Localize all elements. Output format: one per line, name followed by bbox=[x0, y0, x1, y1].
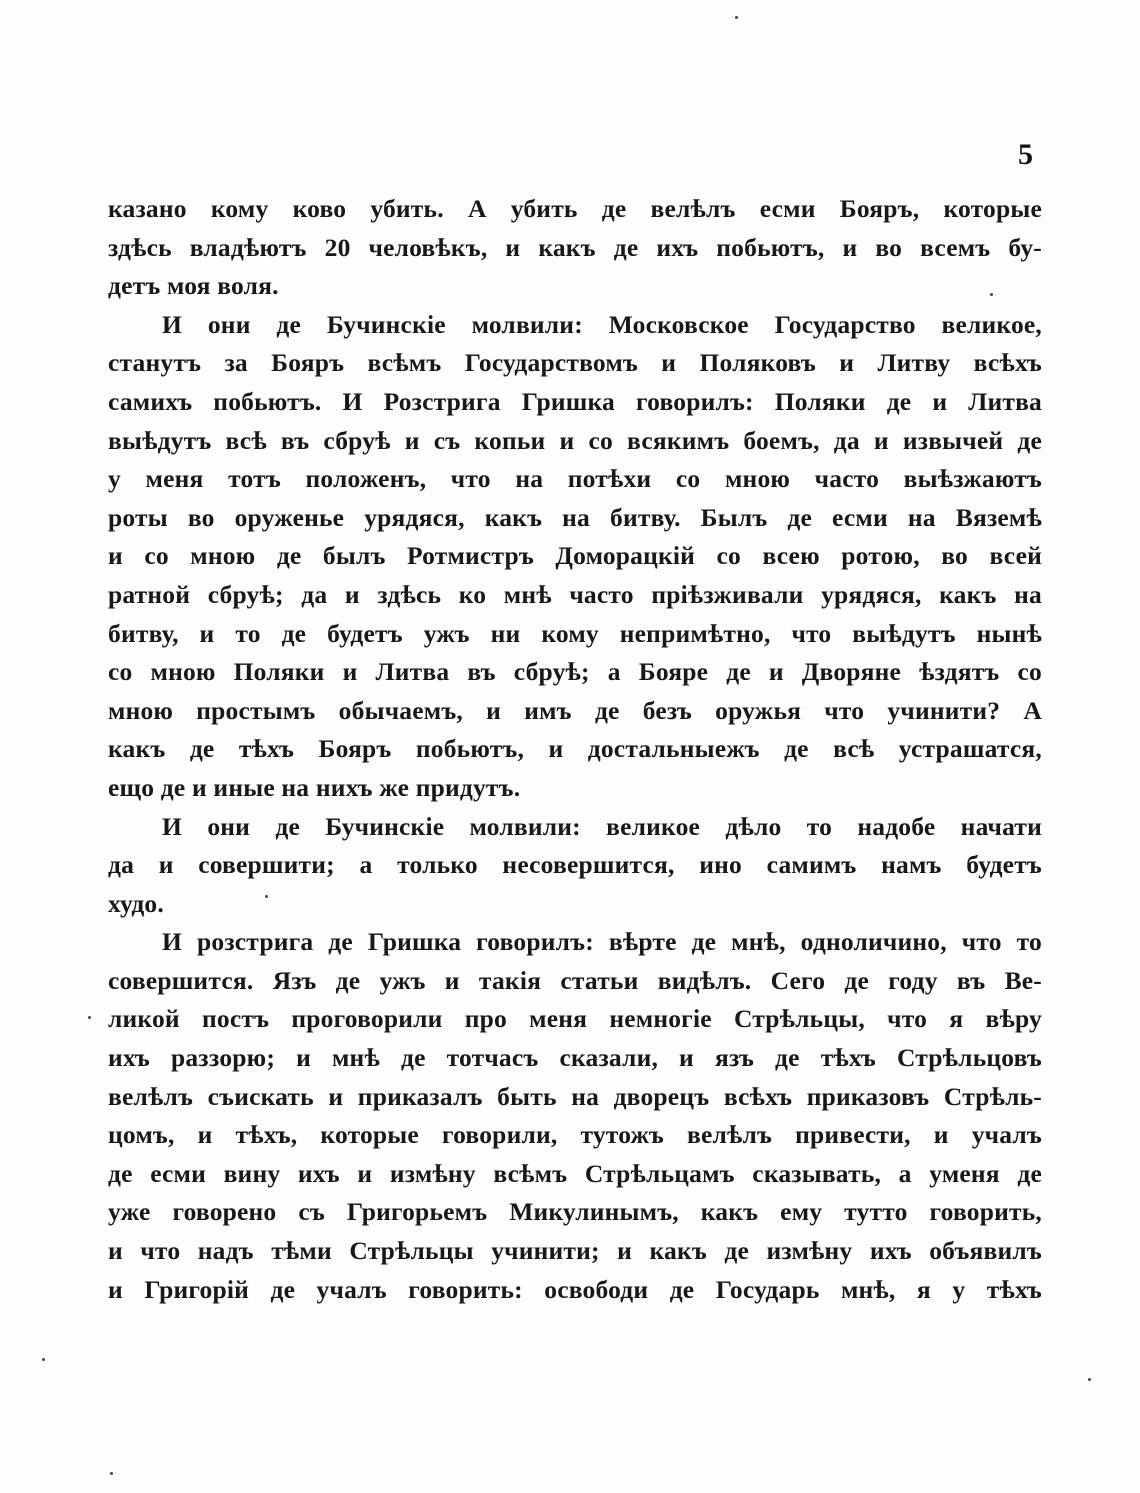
text-line: худо. bbox=[108, 888, 164, 918]
scan-speck bbox=[990, 293, 993, 296]
text-line: детъ моя воля. bbox=[108, 271, 279, 301]
text-line: казано кому ково убить. А убить де велѣлъ есми Бояръ, которые bbox=[108, 194, 1042, 223]
text-line: де есми вину ихъ и измѣну всѣмъ Стрѣльцамъ сказывать, а уменя де bbox=[108, 1158, 1042, 1188]
text-line: и со мною де былъ Ротмистръ Доморацкій со всею ротою, во всей bbox=[108, 541, 1042, 571]
text-line: уже говорено съ Григорьемъ Микулинымъ, какъ ему тутто говорить, bbox=[108, 1197, 1042, 1227]
text-line: да и совершити; а только несовершится, ино самимъ намъ будетъ bbox=[108, 850, 1042, 880]
text-line: какъ де тѣхъ Бояръ побьютъ, и достальныежъ де всѣ устрашатся, bbox=[108, 734, 1042, 764]
page-number: 5 bbox=[1018, 138, 1033, 171]
scan-speck bbox=[265, 895, 268, 898]
text-line: самихъ побьютъ. И Розстрига Гришка говорилъ: Поляки де и Литва bbox=[108, 386, 1042, 416]
paragraph-3 bbox=[108, 808, 1042, 924]
text-line: и что надъ тѣми Стрѣльцы учинити; и какъ де измѣну ихъ объявилъ bbox=[108, 1236, 1042, 1266]
text-line: битву, и то де будетъ ужъ ни кому непримѣтно, что выѣдутъ нынѣ bbox=[108, 618, 1042, 648]
scan-speck bbox=[110, 1472, 113, 1475]
text-line: ещо де и иные на нихъ же придутъ. bbox=[108, 772, 521, 802]
text-line: И розстрига де Гришка говорилъ: вѣрте де мнѣ, одноличино, что то bbox=[162, 927, 1042, 957]
paragraph-2 bbox=[108, 306, 1042, 808]
body-text bbox=[108, 190, 1042, 1309]
scan-speck bbox=[1088, 1378, 1091, 1381]
text-line: ликой постъ проговорили про меня немногіе Стрѣльцы, что я вѣру bbox=[108, 1004, 1042, 1034]
text-line: цомъ, и тѣхъ, которые говорили, тутожъ велѣлъ привести, и учалъ bbox=[108, 1120, 1042, 1150]
text-line: ратной сбруѣ; да и здѣсь ко мнѣ часто пріѣзживали урядяся, какъ на bbox=[108, 579, 1042, 609]
text-line: роты во оруженье урядяся, какъ на битву. Былъ де есми на Вяземѣ bbox=[108, 502, 1042, 532]
text-line: со мною Поляки и Литва въ сбруѣ; а Бояре де и Дворяне ѣздятъ со bbox=[108, 657, 1042, 687]
text-line: И они де Бучинскіе молвили: великое дѣло то надобе начати bbox=[162, 811, 1042, 841]
text-line: и Григорій де учалъ говорить: освободи де Государь мнѣ, я у тѣхъ bbox=[108, 1274, 1042, 1304]
text-line: здѣсь владѣютъ 20 человѣкъ, и какъ де ихъ побьютъ, и во всемъ бу- bbox=[108, 232, 1042, 262]
text-line: И они де Бучинскіе молвили: Московское Государство великое, bbox=[162, 309, 1042, 339]
text-line: выѣдутъ всѣ въ сбруѣ и съ копьи и со всякимъ боемъ, да и извычей де bbox=[108, 425, 1042, 455]
paragraph-1 bbox=[108, 190, 1042, 306]
paragraph-4 bbox=[108, 923, 1042, 1309]
text-line: велѣлъ съискать и приказалъ быть на дворецъ всѣхъ приказовъ Стрѣль- bbox=[108, 1081, 1042, 1111]
scan-speck bbox=[42, 1358, 45, 1361]
scan-speck bbox=[735, 16, 738, 19]
scan-speck bbox=[88, 1016, 91, 1019]
text-line: мною простымъ обычаемъ, и имъ де безъ оружья что учинити? А bbox=[108, 695, 1042, 725]
text-line: станутъ за Бояръ всѣмъ Государствомъ и Поляковъ и Литву всѣхъ bbox=[108, 348, 1042, 378]
text-line: ихъ раззорю; и мнѣ де тотчасъ сказали, и язъ де тѣхъ Стрѣльцовъ bbox=[108, 1043, 1042, 1073]
text-line: у меня тотъ положенъ, что на потѣхи со мною часто выѣзжаютъ bbox=[108, 464, 1042, 494]
text-line: совершится. Язъ де ужъ и такія статьи видѣлъ. Сего де году въ Ве- bbox=[108, 965, 1042, 995]
